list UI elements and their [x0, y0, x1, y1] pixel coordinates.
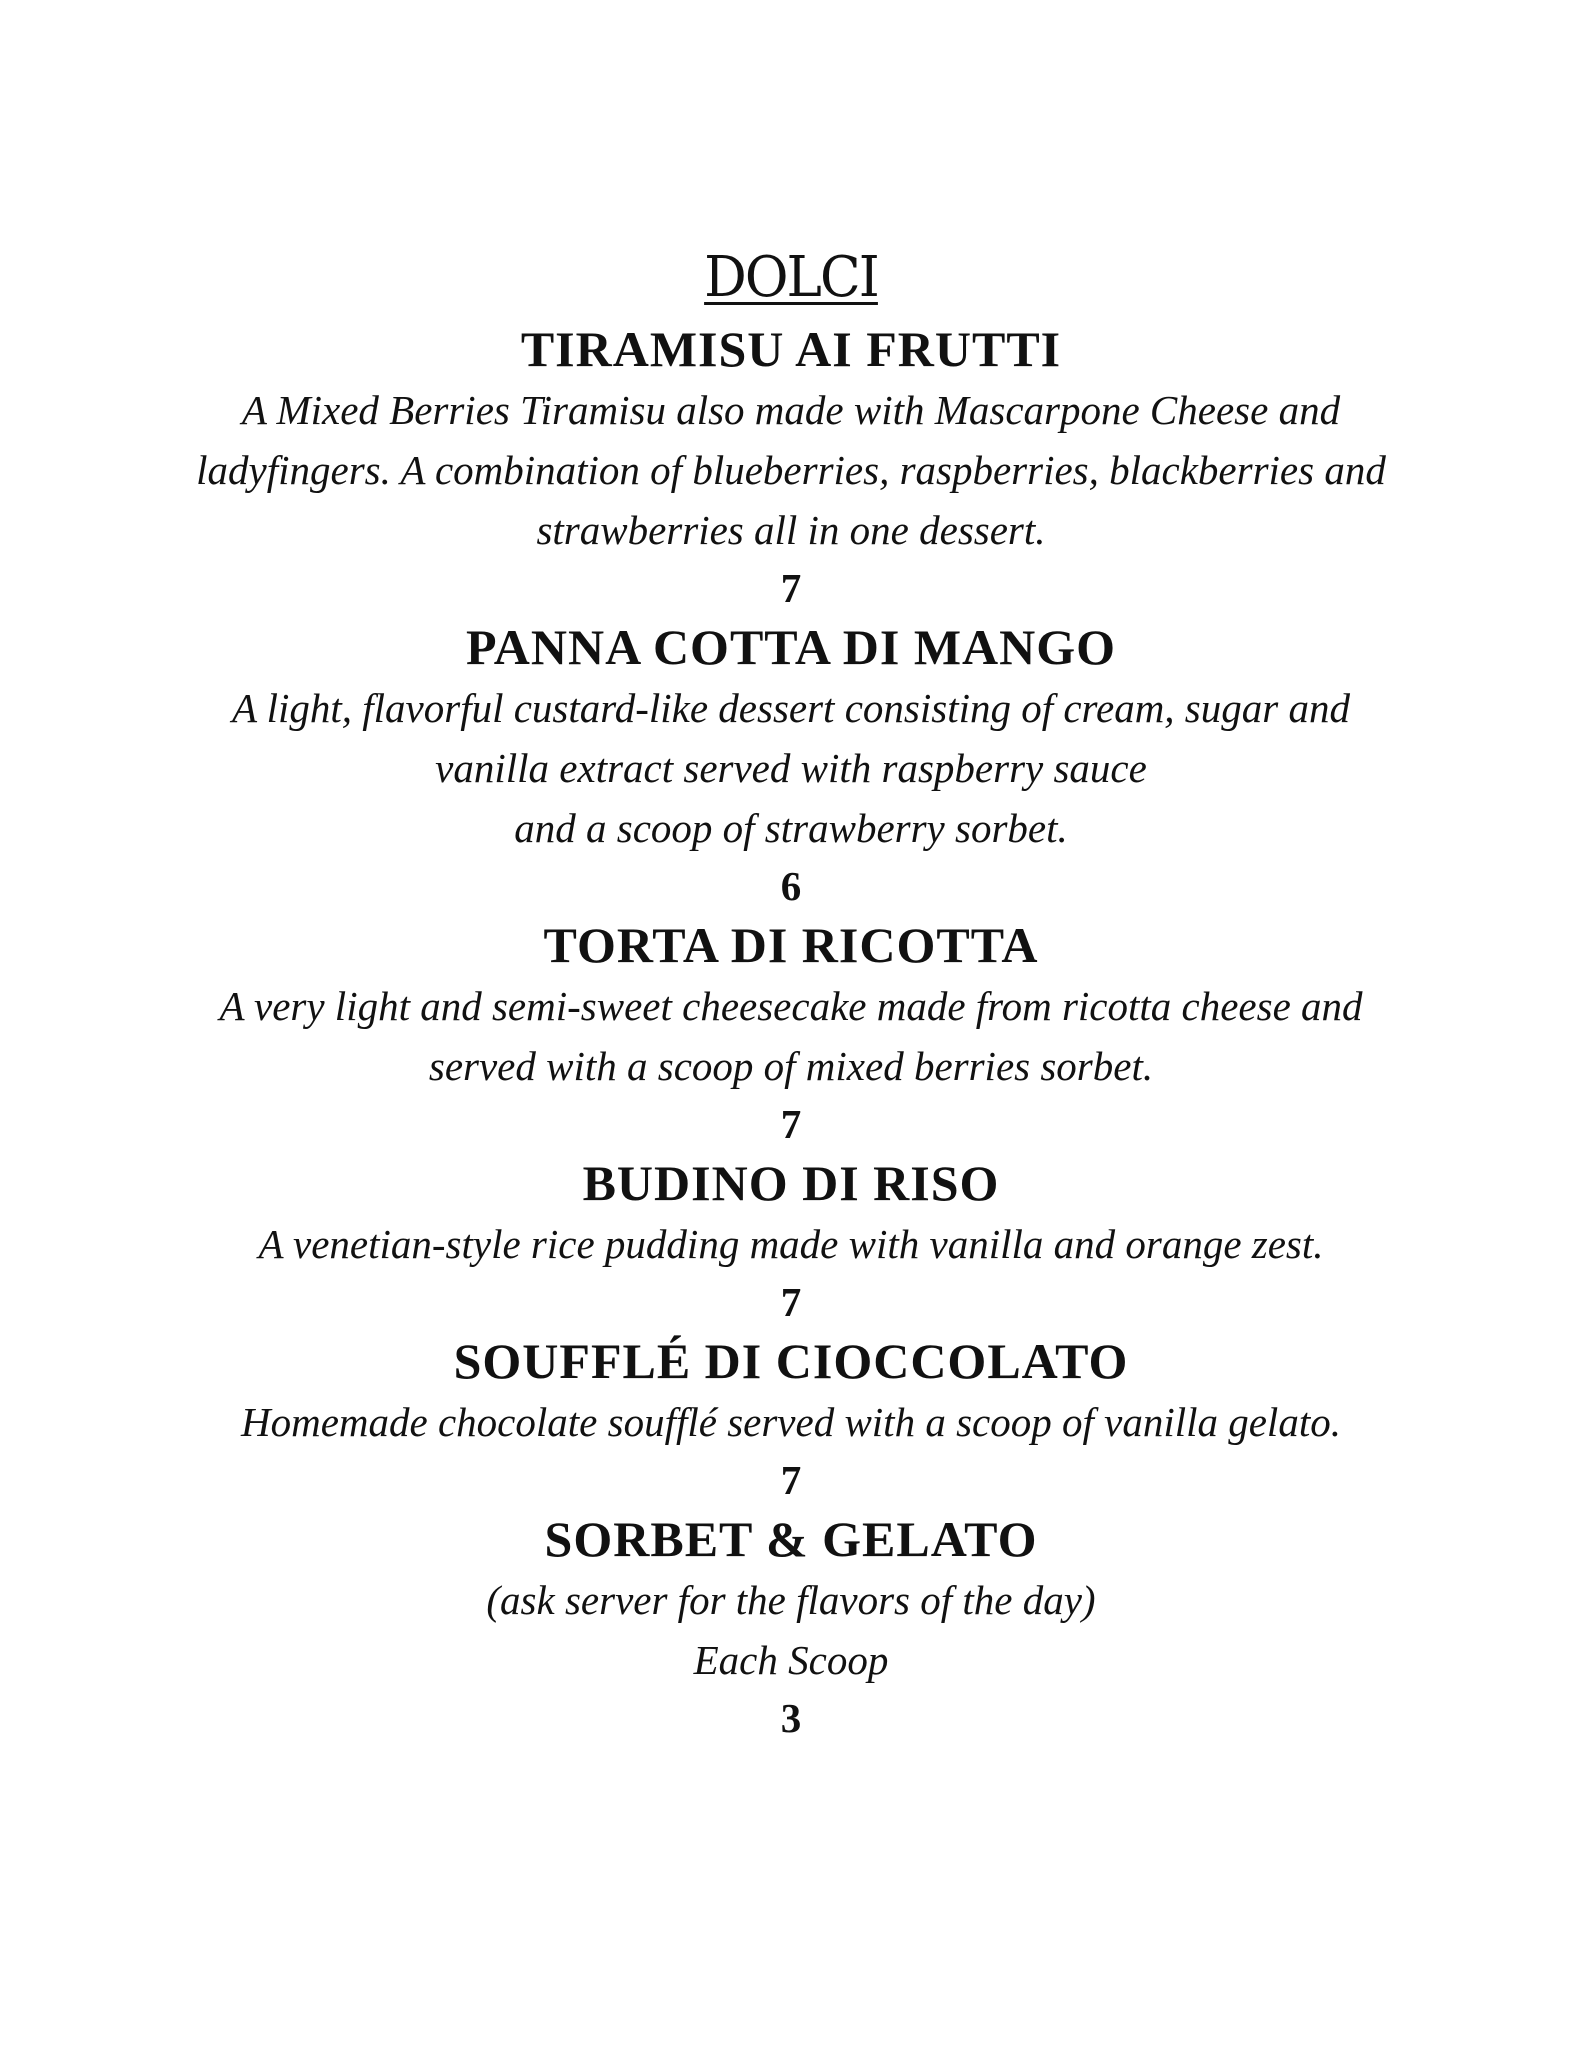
item-description — [0, 678, 1582, 858]
item-description — [0, 1570, 1582, 1690]
description-line: A Mixed Berries Tiramisu also made with Mascarpone Cheese and — [241, 387, 1341, 433]
item-price: 6 — [780, 863, 802, 909]
description-line: vanilla extract served with raspberry sauce — [435, 745, 1147, 791]
item-price: 7 — [780, 565, 802, 611]
description-line: ladyfingers. A combination of blueberries, raspberries, blackberries and — [196, 447, 1386, 493]
item-description — [0, 1392, 1582, 1452]
description-line: Homemade chocolate soufflé served with a scoop of vanilla gelato. — [241, 1399, 1341, 1445]
item-price: 3 — [780, 1695, 802, 1741]
item-name: TIRAMISU AI FRUTTI — [520, 321, 1062, 377]
description-line: Each Scoop — [693, 1637, 889, 1683]
menu-item — [0, 1508, 1582, 1746]
item-description — [0, 1214, 1582, 1274]
item-description — [0, 380, 1582, 560]
menu-item — [0, 1152, 1582, 1330]
description-line: strawberries all in one dessert. — [536, 507, 1046, 553]
menu-title: DOLCI — [704, 245, 878, 310]
item-name: TORTA DI RICOTTA — [543, 917, 1039, 973]
menu-item — [0, 914, 1582, 1152]
menu-item — [0, 318, 1582, 616]
description-line: A very light and semi-sweet cheesecake made from ricotta cheese and — [219, 983, 1363, 1029]
menu-item — [0, 616, 1582, 914]
item-price: 7 — [780, 1457, 802, 1503]
menu-item — [0, 1330, 1582, 1508]
item-name: PANNA COTTA DI MANGO — [465, 619, 1117, 675]
item-price: 7 — [780, 1279, 802, 1325]
description-line: and a scoop of strawberry sorbet. — [514, 805, 1068, 851]
description-line: A venetian-style rice pudding made with vanilla and orange zest. — [258, 1221, 1324, 1267]
dessert-menu — [0, 238, 1582, 1746]
item-name: SORBET & GELATO — [544, 1511, 1038, 1567]
item-price: 7 — [780, 1101, 802, 1147]
description-line: A light, flavorful custard-like dessert consisting of cream, sugar and — [232, 685, 1350, 731]
item-name: SOUFFLÉ DI CIOCCOLATO — [453, 1333, 1129, 1389]
description-line: served with a scoop of mixed berries sorbet. — [428, 1043, 1154, 1089]
item-description — [0, 976, 1582, 1096]
item-name: BUDINO DI RISO — [582, 1155, 1000, 1211]
description-line: (ask server for the flavors of the day) — [486, 1577, 1096, 1623]
